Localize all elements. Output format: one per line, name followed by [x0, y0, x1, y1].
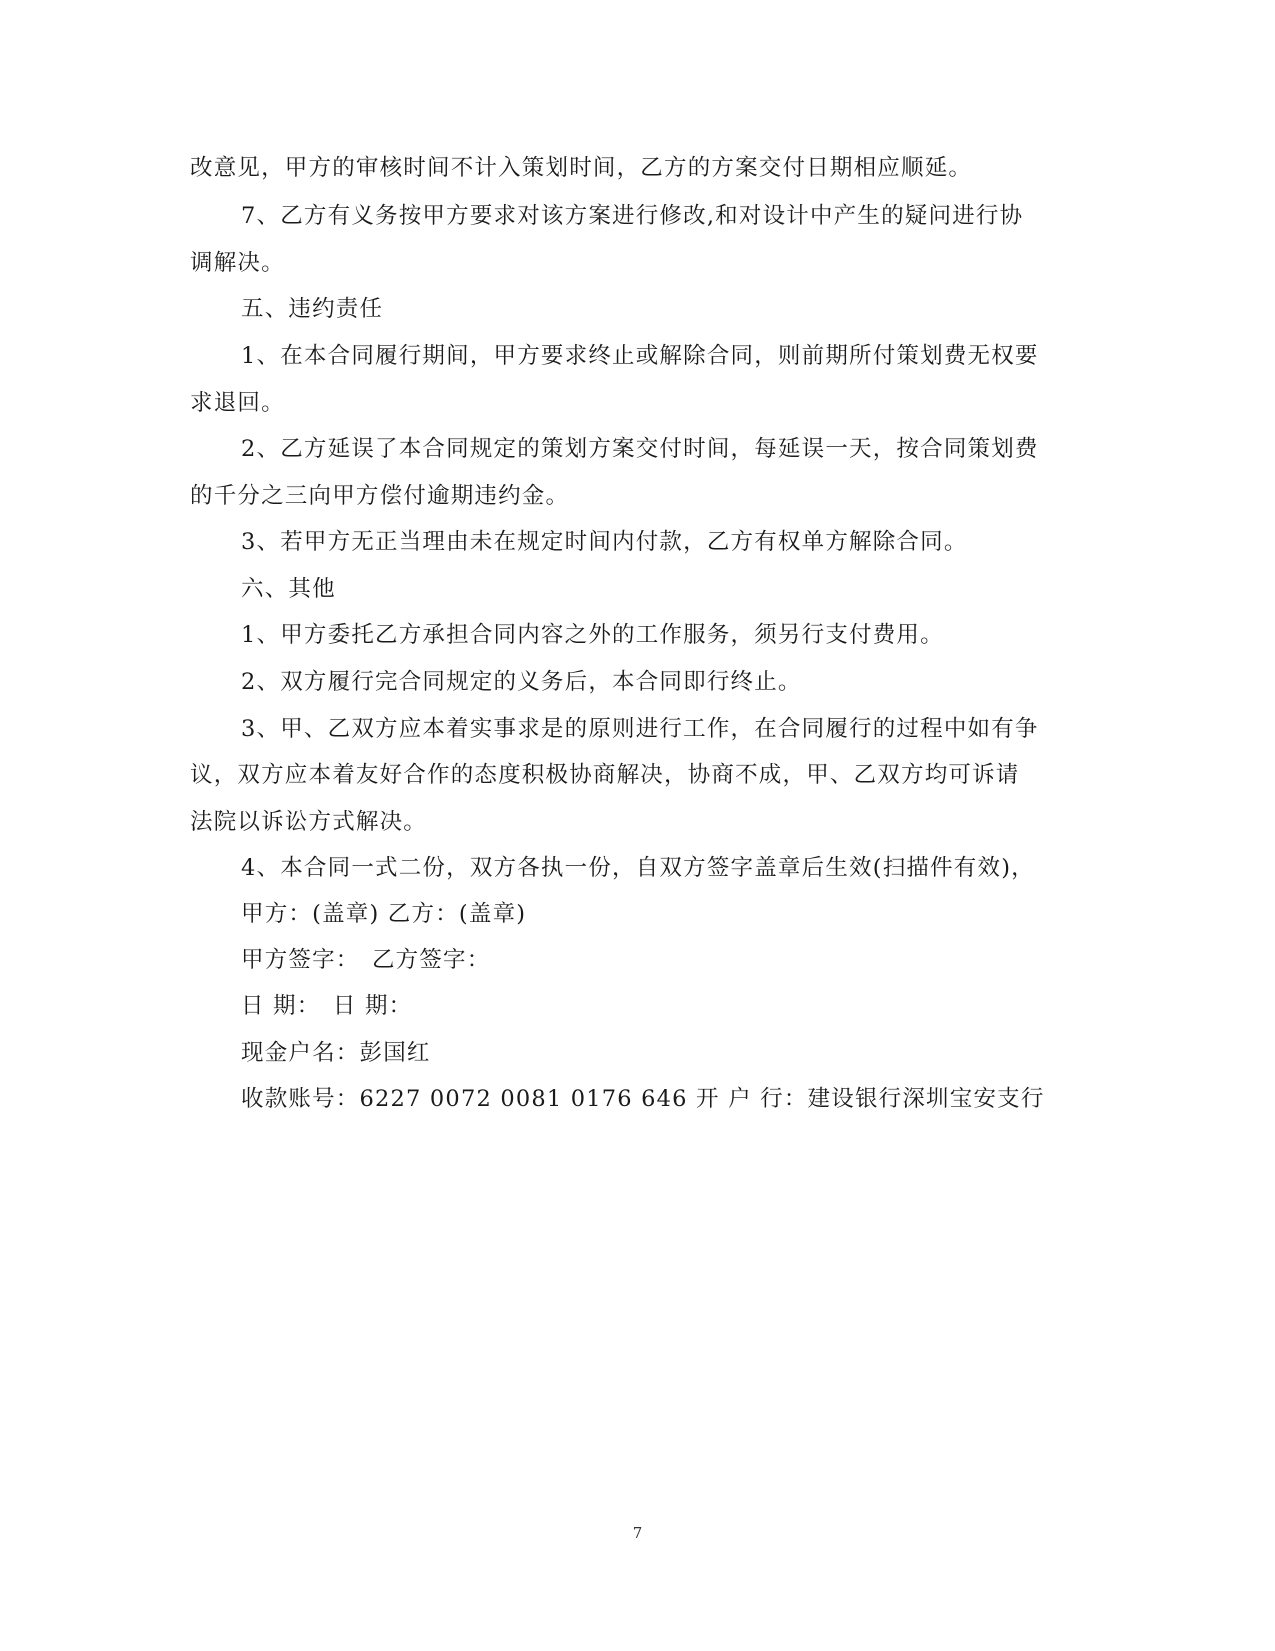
page-number: 7	[632, 1524, 643, 1542]
account-name-line: 现金户名：彭国红	[241, 1040, 431, 1066]
paragraph-line: 调解决。	[190, 250, 285, 276]
section-heading: 五、违约责任	[241, 296, 384, 322]
signature-line: 甲方签字： 乙方签字：	[241, 947, 491, 973]
paragraph-line: 3、若甲方无正当理由未在规定时间内付款，乙方有权单方解除合同。	[241, 529, 968, 555]
paragraph-line: 2、乙方延误了本合同规定的策划方案交付时间，每延误一天，按合同策划费	[241, 436, 1039, 462]
paragraph-line: 2、双方履行完合同规定的义务后，本合同即行终止。	[241, 669, 802, 695]
paragraph-line: 1、在本合同履行期间，甲方要求终止或解除合同，则前期所付策划费无权要	[241, 343, 1039, 369]
paragraph-line: 3、甲、乙双方应本着实事求是的原则进行工作，在合同履行的过程中如有争	[241, 716, 1039, 742]
seal-line: 甲方：(盖章) 乙方：(盖章)	[241, 901, 527, 927]
paragraph-line: 法院以诉讼方式解决。	[190, 809, 428, 835]
paragraph-line: 1、甲方委托乙方承担合同内容之外的工作服务，须另行支付费用。	[241, 622, 944, 648]
section-heading: 六、其他	[241, 576, 336, 602]
paragraph-line: 议，双方应本着友好合作的态度积极协商解决，协商不成，甲、乙双方均可诉请	[190, 762, 1020, 788]
account-number-line: 收款账号：6227 0072 0081 0176 646 开 户 行：建设银行深圳宝安支行	[241, 1086, 1045, 1112]
paragraph-line: 改意见，甲方的审核时间不计入策划时间，乙方的方案交付日期相应顺延。	[190, 155, 973, 181]
paragraph-line: 的千分之三向甲方偿付逾期违约金。	[190, 483, 570, 509]
date-line: 日 期： 日 期：	[241, 993, 413, 1019]
paragraph-line: 7、乙方有义务按甲方要求对该方案进行修改,和对设计中产生的疑问进行协	[241, 203, 1024, 229]
paragraph-line: 4、本合同一式二份，双方各执一份，自双方签字盖章后生效(扫描件有效)，	[241, 855, 1035, 881]
paragraph-line: 求退回。	[190, 390, 285, 416]
